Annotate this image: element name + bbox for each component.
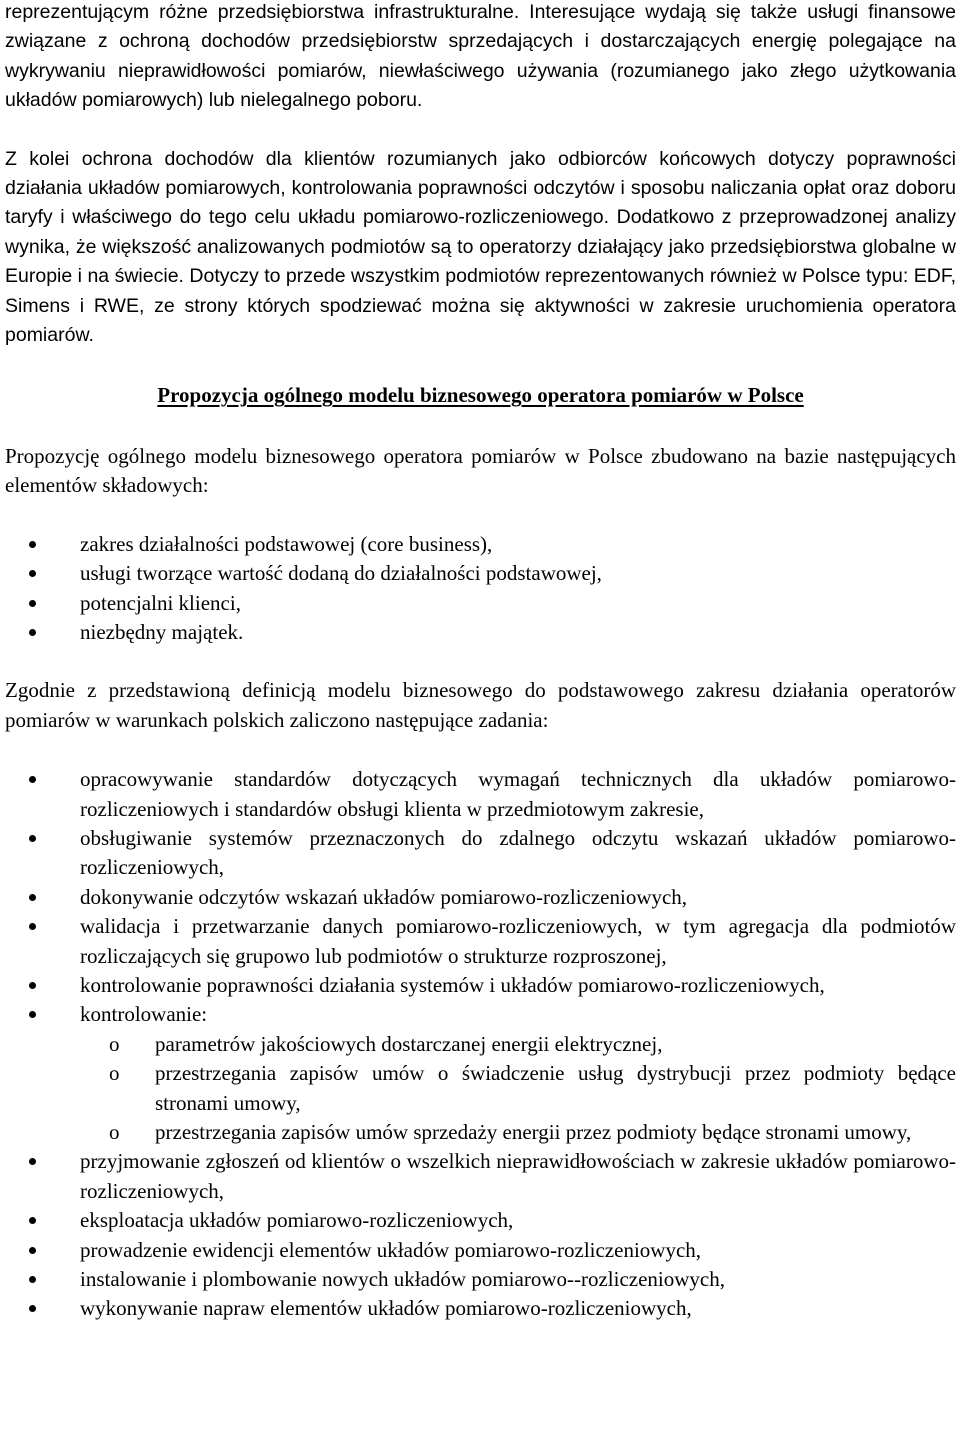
- list-item-text: niezbędny majątek.: [80, 619, 244, 644]
- list-item-text: kontrolowanie:: [80, 1002, 208, 1027]
- list-item: [5, 1000, 956, 1147]
- sublist-item: [80, 1030, 956, 1059]
- document-page: [5, 0, 956, 1324]
- circle-bullet-icon: o: [109, 1031, 120, 1056]
- section-heading: Propozycja ogólnego modelu biznesowego operatora pomiarów w Polsce: [157, 383, 804, 408]
- list-item-text: usługi tworzące wartość dodaną do działalności podstawowej,: [80, 561, 602, 586]
- list-item-text: eksploatacja układów pomiarowo-rozliczeniowych,: [80, 1208, 514, 1233]
- bullet-icon: [29, 894, 36, 901]
- sublist-item-text: przestrzegania zapisów umów sprzedaży energii przez podmioty będące stronami umowy,: [155, 1120, 912, 1144]
- list-item-text: obsługiwanie systemów przeznaczonych do zdalnego odczytu wskazań układów pomiarowo-rozliczeniowych,: [80, 825, 956, 880]
- list-item: [5, 559, 956, 588]
- list-item-text: wykonywanie napraw elementów układów pomiarowo-rozliczeniowych,: [80, 1296, 692, 1321]
- list-item: [5, 971, 956, 1000]
- elements-list: [5, 530, 956, 648]
- list-item-text: dokonywanie odczytów wskazań układów pomiarowo-rozliczeniowych,: [80, 884, 688, 909]
- bullet-icon: [29, 1276, 36, 1283]
- bullet-icon: [29, 1305, 36, 1312]
- bullet-icon: [29, 776, 36, 783]
- list-item: [5, 1265, 956, 1294]
- list-item: [5, 912, 956, 971]
- list-item: [5, 824, 956, 883]
- bullet-icon: [29, 629, 36, 636]
- list-item: [5, 765, 956, 824]
- list-item-text: opracowywanie standardów dotyczących wymagań technicznych dla układów pomiarowo-rozliczeniowych i standardów obsługi klienta w przedmiotowym zakresie,: [80, 767, 956, 821]
- list-item-text: zakres działalności podstawowej (core business),: [80, 531, 493, 556]
- list-item: [5, 883, 956, 912]
- bullet-icon: [29, 1217, 36, 1224]
- list-item-text: instalowanie i plombowanie nowych układów pomiarowo--rozliczeniowych,: [80, 1267, 725, 1292]
- bullet-icon: [29, 923, 36, 930]
- tasks-list: [5, 765, 956, 1324]
- list-item: [5, 1206, 956, 1235]
- circle-bullet-icon: o: [109, 1120, 120, 1144]
- subtasks-list: [80, 1030, 956, 1148]
- bullet-icon: [29, 1247, 36, 1254]
- list-item-text: kontrolowanie poprawności działania systemów i układów pomiarowo-rozliczeniowych,: [80, 972, 825, 997]
- paragraph-clients: Z kolei ochrona dochodów dla klientów rozumianych jako odbiorców końcowych dotyczy poprawności działania układów pomiarowych, kontrolowania poprawności odczytów i sposobu naliczania opłat oraz doboru taryfy i właściwego do tego celu układu pomiarowo-rozliczeniowego. Dodatkowo z przeprowadzonej analizy wynika, że większość analizowanych podmiotów są to operatorzy działający jako przedsiębiorstwa globalne w Europie i na świecie. Dotyczy to przede wszystkim podmiotów reprezentowanych również w Polsce typu: EDF, Simens i RWE, ze strony których spodziewać można się aktywności w zakresie uruchomienia operatora pomiarów.: [5, 147, 956, 347]
- list-item-text: walidacja i przetwarzanie danych pomiarowo-rozliczeniowych, w tym agregacja dla podmiotów rozliczających się grupowo lub podmiotów o strukturze rozproszonej,: [80, 914, 956, 968]
- bullet-icon: [29, 982, 36, 989]
- bullet-icon: [29, 600, 36, 607]
- bullet-icon: [29, 541, 36, 548]
- bullet-icon: [29, 835, 36, 842]
- list-item: [5, 1294, 956, 1323]
- paragraph-proposal: Propozycję ogólnego modelu biznesowego operatora pomiarów w Polsce zbudowano na bazie następujących elementów składowych:: [5, 443, 956, 498]
- list-item: [5, 589, 956, 618]
- sublist-item: [80, 1059, 956, 1118]
- bullet-icon: [29, 1011, 36, 1018]
- list-item-text: potencjalni klienci,: [80, 590, 241, 615]
- bullet-icon: [29, 1158, 36, 1165]
- paragraph-tasks: Zgodnie z przedstawioną definicją modelu biznesowego do podstawowego zakresu działania operatorów pomiarów w warunkach polskich zaliczono następujące zadania:: [5, 678, 956, 732]
- sublist-item: [80, 1118, 956, 1147]
- list-item: [5, 1236, 956, 1265]
- list-item: [5, 530, 956, 559]
- sublist-item-text: parametrów jakościowych dostarczanej energii elektrycznej,: [155, 1031, 663, 1056]
- list-item-text: prowadzenie ewidencji elementów układów pomiarowo-rozliczeniowych,: [80, 1237, 702, 1262]
- bullet-icon: [29, 570, 36, 577]
- sublist-item-text: przestrzegania zapisów umów o świadczenie usług dystrybucji przez podmioty będące stronami umowy,: [155, 1061, 956, 1115]
- list-item: [5, 618, 956, 647]
- list-item: [5, 1147, 956, 1206]
- paragraph-intro: reprezentującym różne przedsiębiorstwa infrastrukturalne. Interesujące wydają się także usługi finansowe związane z ochroną dochodów przedsiębiorstw sprzedających i dostarczających energię polegające na wykrywaniu nieprawidłowości pomiarów, niewłaściwego używania (rozumianego jako złego użytkowania układów pomiarowych) lub nielegalnego poboru.: [5, 1, 956, 112]
- list-item-text: przyjmowanie zgłoszeń od klientów o wszelkich nieprawidłowościach w zakresie układów pomiarowo-rozliczeniowych,: [80, 1149, 956, 1203]
- circle-bullet-icon: o: [109, 1061, 120, 1086]
